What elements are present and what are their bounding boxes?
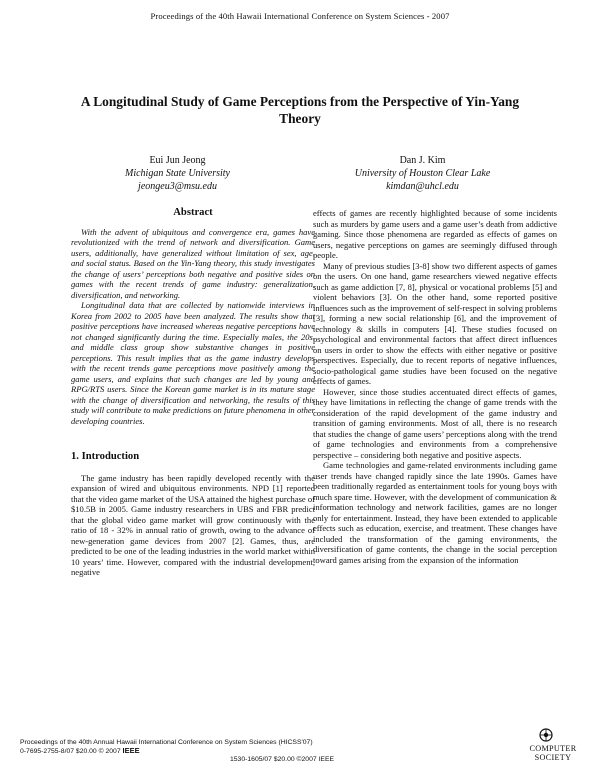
- page-footer: [20, 739, 313, 756]
- author-block-2: [305, 155, 540, 193]
- computer-society-text: [520, 744, 586, 762]
- paper-title: [40, 93, 560, 127]
- body-paragraph: The game industry has been rapidly developed recently with the expansion of wired and ubiquitous environments. NPD [1] reported that the video game market of the USA attained the highest purchase of $10.5B in 2005. Game industry researchers in UBS and FBR predict that the global video game market will grow continuously with the ratio of 18 - 32% in annual ratio of growth, owing to the advance of new-generation game devices from 2007 [2]. Games, thus, are predicted to be one of the leading industries in the world market within 10 years’ time. However, compared with the industrial development, negative: [71, 472, 315, 577]
- abstract-body: [71, 227, 315, 427]
- abstract-paragraph: With the advent of ubiquitous and convergence era, games have revolutionized with the trend of network and diversification. Game users, additionally, have generalized without limitation of sex, age, and social status. Based on the Yin-Yang theory, this study investigates the change of users’ perceptions both negative and positive sides on games with the recent trends of game industry: generalization, diversification, and networking.: [71, 226, 315, 300]
- ieee-logo-text: IEEE: [122, 746, 140, 755]
- body-paragraph: However, since those studies accentuated direct effects of games, they have limitations in reflecting the change of game trends with the consideration of the rapid development of the game industry and transition of gaming environments. Most of all, there is no research that studies the change of game users’ perceptions along with the trend of game technologies and environments from a comprehensive perspective – considering both negative and positive aspects.: [313, 386, 557, 460]
- footer-isbn: 0-7695-2755-8/07 $20.00 © 2007: [20, 748, 121, 755]
- abstract-paragraph: Longitudinal data that are collected by nationwide interviews in Korea from 2002 to 2005 have been analyzed. The results show that positive perceptions have increased whereas negative perceptions have not changed significantly during the time. Especially males, the 20s, and middle class group show substantive changes in positive perceptions. This result implies that as the game industry develops with the recent trends game perceptions move positively among the game users, and explains that such changes are led by young and RPG/RTS users. Since the Korean game market is in its mature stage with the change of diversification and networking, the results of this study will contribute to make predictions on future phenomena in other developing countries.: [71, 300, 315, 426]
- title-line-2: Theory: [279, 111, 321, 126]
- title-line-1: A Longitudinal Study of Game Perceptions from the Perspective of Yin-Yang: [80, 94, 520, 109]
- author-email: kimdan@uhcl.edu: [386, 180, 459, 192]
- body-paragraph: Game technologies and game-related environments including game user trends have changed rapidly since the late 1990s. Games have been traditionally regarded as entertainment tools for young boys with much spare time. However, with the development of communication & information technology and network facilities, games are no longer only for entertainment. Instead, they have been extended to applicable effects such as education, exercise, and treatment. These changes have included the transformation of the gaming environments, the diversification of game contents, the change in the social perception toward games arising from the expansion of the information: [313, 460, 557, 565]
- author-name: Eui Jun Jeong: [149, 155, 206, 166]
- author-affiliation: University of Houston Clear Lake: [354, 167, 491, 179]
- author-affiliation: Michigan State University: [125, 167, 230, 179]
- right-column: [313, 208, 557, 565]
- introduction-heading: 1. Introduction: [71, 451, 140, 462]
- logo-line-2: SOCIETY: [534, 753, 572, 762]
- abstract-heading: Abstract: [173, 207, 213, 218]
- author-block-1: [60, 155, 295, 193]
- footer-proceedings: Proceedings of the 40th Annual Hawaii International Conference on System Sciences (HICSS'07): [20, 739, 313, 746]
- footer-issn: 1530-1605/07 $20.00 ©2007 IEEE: [230, 756, 335, 763]
- author-name: Dan J. Kim: [399, 155, 446, 166]
- left-column: [71, 208, 315, 578]
- author-email: jeongeu3@msu.edu: [138, 180, 217, 192]
- running-header: Proceedings of the 40th Hawaii International Conference on System Sciences - 2007: [150, 11, 450, 21]
- body-paragraph: Many of previous studies [3-8] show two different aspects of games on the users. On one hand, game researchers viewed negative effects such as game addiction [7, 8], physical or vocational problems [5] and violent behaviors [3]. On the other hand, some reported positive influences such as the improvement of self-respect in solving problems [3], forming a new social relationship [6], and the improvement of technology & skills in computers [4]. These studies focused on psychological and environmental factors that affect direct influences on users in order to show the effects with either negative or positive perspectives. Especially, due to recent reports of negative influences, socio-pathological game studies have been focused on the negative effects of games.: [313, 260, 557, 386]
- logo-line-1: COMPUTER: [529, 744, 577, 753]
- body-paragraph: effects of games are recently highlighted because of some incidents such as murders by game users and a game user’s death from addictive gaming. Since those phenomena are regarded as effects of games on users, negative perceptions on games are seemingly diffused through people.: [313, 208, 557, 260]
